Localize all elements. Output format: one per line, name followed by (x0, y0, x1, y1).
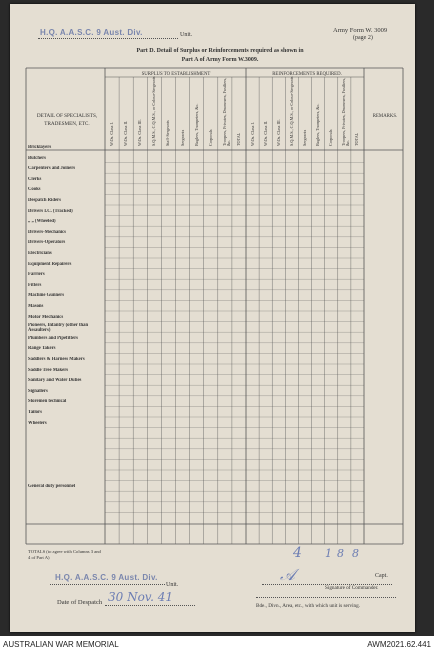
surplus-col-3: W.Os. Class III. (137, 119, 143, 146)
trade-row-label: Storemen technical (28, 399, 67, 405)
surplus-col-9: Troopers, Privates, Drummers, Fusiliers, &c. (221, 77, 232, 146)
trade-row-label: Pioneers, Infantry (other than Assaulters) (28, 323, 89, 334)
signature-caption: Signature of Commander. (325, 585, 379, 591)
form-number: Army Form W. 3009 (333, 27, 388, 34)
trade-row-label: Carpenters and Joiners (28, 166, 76, 172)
surplus-col-8: Corporals (207, 129, 213, 146)
unit-stamp-bottom: H.Q. A.A.S.C. 9 Aust. Div. (55, 573, 158, 582)
total-hand-3: 8 (337, 547, 344, 560)
surplus-col-5: Staff-Sergeants (165, 120, 171, 146)
trade-row-label: Despatch Riders (28, 198, 61, 203)
trade-row-label: Bricklayers (28, 145, 52, 150)
reinforcement-col-5: Sergeants (302, 129, 307, 146)
trade-row-label: Fitters (28, 282, 42, 288)
total-hand-2: 1 (325, 547, 332, 560)
page-number: (page 2) (353, 35, 373, 41)
signature-title: Capt. (375, 573, 388, 579)
unit-label-bottom: Unit. (166, 582, 179, 588)
trade-row-label: Drivers-Mechanics (28, 229, 67, 235)
surplus-col-7: Buglers, Trumpeters, &c. (193, 103, 199, 146)
first-col-header-1: DETAIL OF SPECIALISTS, (36, 113, 98, 119)
trade-row-label: Equipment Repairers (28, 261, 72, 267)
credit-strip (0, 636, 434, 653)
reinforcement-col-6: Buglers, Trumpeters, &c. (315, 103, 321, 146)
trade-row-label: Masons (28, 304, 44, 309)
trade-row-label: General duty personnel (28, 484, 76, 490)
trade-row-label: Farriers (28, 272, 45, 278)
reinforcement-col-8: Troopers, Privates, Drummers, Fusiliers, &c. (341, 77, 351, 146)
date-label: Date of Despatch (57, 599, 103, 606)
credit-right: AWM2021.62.441 (367, 640, 431, 649)
trade-row-label: Clerks (28, 176, 42, 182)
trade-row-label: Drivers-Operators (28, 240, 66, 246)
trade-row-label: Sanitary and Water Duties (28, 378, 82, 384)
trade-row-label: Electricians (28, 251, 52, 256)
trade-row-label: Saddle Tree Makers (28, 367, 69, 373)
reinforcement-col-3: W.Os. Class III. (275, 119, 281, 146)
credit-left: AUSTRALIAN WAR MEMORIAL (3, 640, 119, 649)
part-d-title-2: Part A of Army Form W.3009. (181, 57, 259, 63)
reinforcement-col-9: TOTAL (354, 132, 360, 146)
trade-row-label: Range Takers (28, 346, 56, 352)
reinforcement-col-4: S.Q.M.S., C.Q.M.S., or Colour-Sergeants (288, 76, 294, 146)
surplus-header: SURPLUS TO ESTABLISHMENT (141, 72, 211, 77)
signature-scrawl: 𝒜 (280, 565, 296, 584)
trade-row-label: „ „ (Wheeled) (28, 219, 56, 225)
bde-caption: Bde., Divn., Area, etc., with which unit is serving. (256, 603, 361, 609)
surplus-col-2: W.Os. Class II. (123, 120, 129, 146)
part-d-title-1: Part D. Detail of Surplus or Reinforcements required as shown in (136, 48, 304, 54)
unit-underline-bottom (50, 584, 165, 585)
total-hand-1: 4 (293, 545, 302, 561)
reinforcement-col-2: W.Os. Class II. (262, 120, 268, 146)
first-col-header-2: TRADESMEN, ETC. (44, 121, 90, 127)
date-line (105, 605, 195, 606)
totals-label: TOTALS (to agree with Columns 3 and 4 of Part A) (28, 549, 101, 560)
surplus-col-4: S.Q.M.S., C.Q.M.S., or Colour-Sergeants (151, 76, 157, 146)
unit-label-top: Unit. (180, 32, 193, 38)
date-value: 30 Nov. 41 (108, 590, 174, 604)
trade-row-label: Tailors (28, 410, 42, 415)
trade-row-label: Plumbers and Pipefitters (28, 335, 78, 341)
reinforcement-col-7: Corporals (328, 129, 334, 146)
reinforcement-col-1: W.Os. Class I. (249, 122, 255, 146)
trade-row-label: Saddlers & Harness Makers (28, 357, 85, 362)
trade-row-label: Drivers I.C. (Tracked) (28, 208, 73, 214)
unit-stamp-top: H.Q. A.A.S.C. 9 Aust. Div. (40, 28, 143, 37)
surplus-col-10: TOTAL (235, 132, 241, 146)
bde-line (256, 597, 396, 598)
trade-row-label: Wheelers (28, 420, 47, 426)
surplus-col-1: W.Os. Class I. (109, 122, 115, 146)
surplus-col-6: Sergeants (179, 129, 185, 146)
total-hand-4: 8 (352, 547, 359, 560)
trade-row-label: Cooks (28, 187, 41, 193)
trade-row-label: Signallers (28, 388, 48, 394)
reinforcements-header: REINFORCEMENTS REQUIRED. (272, 72, 342, 77)
trade-row-label: Butchers (28, 155, 46, 161)
remarks-header: REMARKS. (372, 114, 398, 119)
trade-row-label: Machine Gunners (28, 293, 65, 299)
trade-row-label: Motor Mechanics (28, 314, 64, 320)
